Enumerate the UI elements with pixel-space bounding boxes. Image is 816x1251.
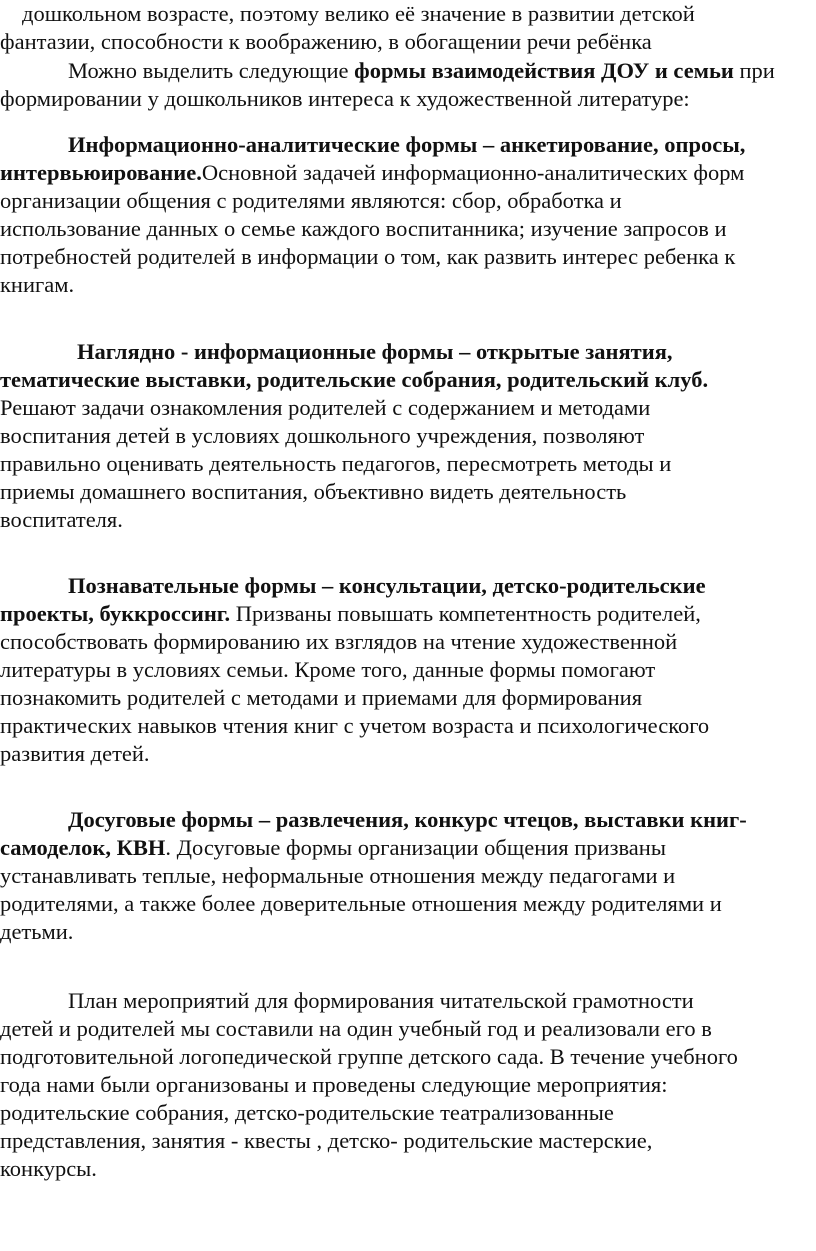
cognitive-bold: проекты, буккроссинг. bbox=[0, 601, 231, 626]
cognitive-line-7: развития детей. bbox=[0, 741, 150, 766]
leisure-line-2 bbox=[0, 834, 666, 862]
cognitive-text: Призваны повышать компетентность родителей, bbox=[230, 601, 701, 626]
leisure-text: . Досуговые формы организации общения призваны bbox=[165, 835, 666, 860]
leisure-line-4: родителями, а также более доверительные отношения между родителями и bbox=[0, 891, 722, 916]
info-analytical-text: Основной задачей информационно-аналитических форм bbox=[201, 160, 745, 185]
cognitive-line-2 bbox=[0, 600, 701, 628]
plan-line-1: План мероприятий для формирования читательской грамотности bbox=[68, 988, 694, 1013]
section-visual-info-heading: Наглядно - информационные формы – открытые занятия, bbox=[77, 339, 673, 364]
plan-line-6: представления, занятия - квесты , детско- родительские мастерские, bbox=[0, 1128, 653, 1153]
intro-bold-phrase: формы взаимодействия ДОУ и семьи bbox=[354, 58, 734, 83]
leisure-bold: самоделок, КВН bbox=[0, 835, 166, 860]
info-analytical-bold: интервьюирование. bbox=[0, 160, 202, 185]
info-analytical-line-6: книгам. bbox=[0, 272, 75, 297]
plan-line-4: года нами были организованы и проведены следующие мероприятия: bbox=[0, 1072, 668, 1097]
intro-line-1: дошкольном возрасте, поэтому велико её значение в развитии детской bbox=[22, 1, 695, 26]
intro-text: Можно выделить следующие bbox=[68, 58, 355, 83]
visual-info-line-7: воспитателя. bbox=[0, 507, 123, 532]
section-cognitive-heading: Познавательные формы – консультации, детско-родительские bbox=[68, 573, 706, 598]
visual-info-line-5: правильно оценивать деятельность педагогов, пересмотреть методы и bbox=[0, 451, 672, 476]
intro-line-2: фантазии, способности к воображению, в обогащении речи ребёнка bbox=[0, 29, 652, 54]
cognitive-line-3: способствовать формированию их взглядов на чтение художественной bbox=[0, 629, 678, 654]
visual-info-line-3: Решают задачи ознакомления родителей с содержанием и методами bbox=[0, 395, 651, 420]
info-analytical-line-3: организации общения с родителями являются: сбор, обработка и bbox=[0, 188, 622, 213]
leisure-line-5: детьми. bbox=[0, 919, 74, 944]
cognitive-line-6: практических навыков чтения книг с учетом возраста и психологического bbox=[0, 713, 710, 738]
intro-text-end: при bbox=[733, 58, 775, 83]
cognitive-line-4: литературы в условиях семьи. Кроме того, данные формы помогают bbox=[0, 657, 656, 682]
plan-line-3: подготовительной логопедической группе детского сада. В течение учебного bbox=[0, 1044, 738, 1069]
section-leisure-heading: Досуговые формы – развлечения, конкурс чтецов, выставки книг- bbox=[68, 807, 747, 832]
intro-line-3 bbox=[68, 57, 775, 85]
info-analytical-line-5: потребностей родителей в информации о том, как развить интерес ребенка к bbox=[0, 244, 736, 269]
info-analytical-line-4: использование данных о семье каждого воспитанника; изучение запросов и bbox=[0, 216, 727, 241]
plan-line-5: родительские собрания, детско-родительские театрализованные bbox=[0, 1100, 614, 1125]
visual-info-line-6: приемы домашнего воспитания, объективно видеть деятельность bbox=[0, 479, 627, 504]
plan-line-7: конкурсы. bbox=[0, 1156, 97, 1181]
section-info-analytical-heading: Информационно-аналитические формы – анкетирование, опросы, bbox=[68, 132, 746, 157]
plan-line-2: детей и родителей мы составили на один учебный год и реализовали его в bbox=[0, 1016, 712, 1041]
intro-line-4: формировании у дошкольников интереса к художественной литературе: bbox=[0, 86, 690, 111]
visual-info-line-4: воспитания детей в условиях дошкольного учреждения, позволяют bbox=[0, 423, 645, 448]
leisure-line-3: устанавливать теплые, неформальные отношения между педагогами и bbox=[0, 863, 676, 888]
info-analytical-line-2 bbox=[0, 159, 744, 187]
visual-info-line-2: тематические выставки, родительские собрания, родительский клуб. bbox=[0, 367, 709, 392]
cognitive-line-5: познакомить родителей с методами и приемами для формирования bbox=[0, 685, 643, 710]
